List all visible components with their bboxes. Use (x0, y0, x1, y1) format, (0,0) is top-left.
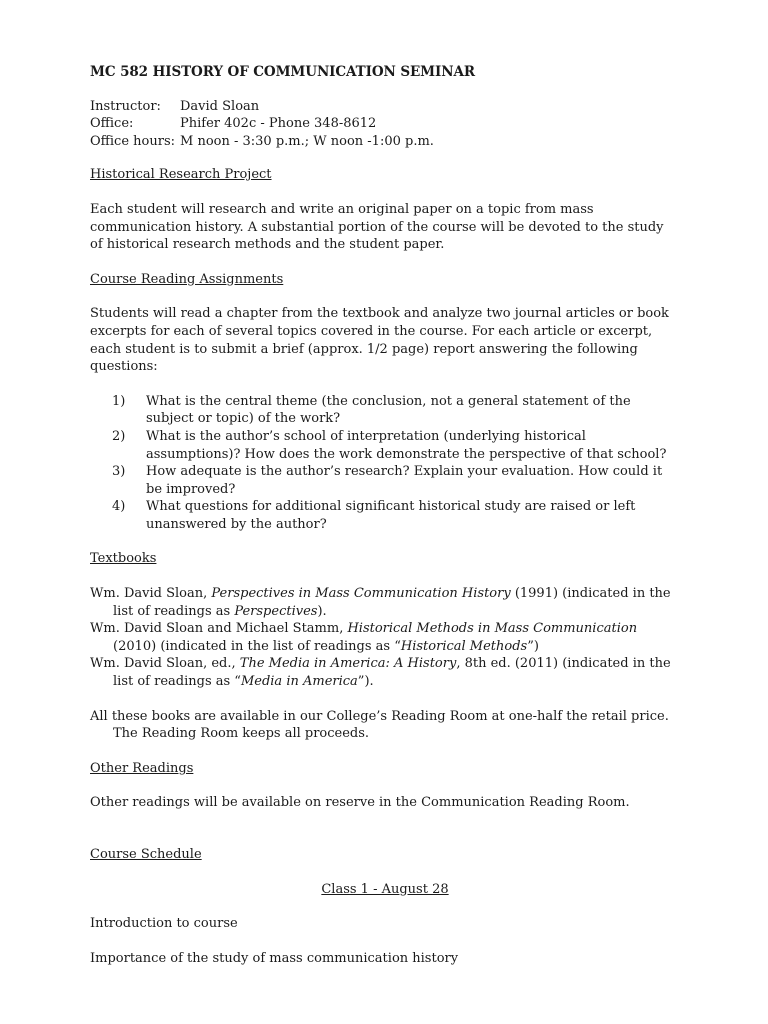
instructor-info (90, 98, 680, 151)
course-title: MC 582 HISTORY OF COMMUNICATION SEMINAR (90, 64, 475, 80)
info-label: Instructor: (90, 98, 161, 114)
reference-entry (90, 585, 680, 620)
info-value: M noon - 3:30 p.m.; W noon -1:00 p.m. (180, 133, 434, 149)
info-row-office-hours (90, 133, 680, 151)
info-row-instructor (90, 98, 680, 116)
schedule-item: Importance of the study of mass communication history (90, 950, 459, 966)
reading-room-note: All these books are available in our College’s Reading Room at one-half the retail price. The Reading Room keeps all proceeds. (90, 708, 669, 742)
list-item (90, 498, 680, 533)
section-heading-schedule: Course Schedule (90, 847, 202, 862)
reference-entry (90, 620, 680, 655)
ref-short-title: Media in America (240, 674, 358, 690)
ref-author: Wm. David Sloan and Michael Stamm, (90, 621, 348, 637)
ref-book-title: Historical Methods in Mass Communication (347, 621, 638, 637)
section-heading-project: Historical Research Project (90, 167, 272, 183)
ref-short-title: Historical Methods (400, 638, 528, 654)
info-label: Office: (90, 116, 134, 132)
list-text: What is the author’s school of interpretation (underlying historical assumptions)? How does the work demonstrate the perspective of that school? (146, 428, 667, 462)
section-heading-other: Other Readings (90, 760, 194, 776)
reference-entry (90, 655, 680, 690)
list-number: 2) (112, 428, 126, 444)
list-item (90, 393, 680, 428)
ref-detail: (1991) (indicated in the list of readings as (113, 586, 671, 619)
list-number: 4) (112, 499, 126, 515)
ref-book-title: The Media in America: A History (239, 656, 457, 672)
ref-author: Wm. David Sloan, (90, 586, 212, 602)
info-row-office (90, 115, 680, 133)
list-text: How adequate is the author’s research? Explain your evaluation. How could it be improved? (146, 464, 663, 497)
project-paragraph: Each student will research and write an original paper on a topic from mass communication history. A substantial portion of the course will be devoted to the study of historical research methods and the student paper. (90, 201, 664, 253)
ref-author: Wm. David Sloan, ed., (90, 656, 240, 672)
info-value: David Sloan (180, 98, 260, 114)
other-readings-paragraph: Other readings will be available on reserve in the Communication Reading Room. (90, 795, 630, 811)
ref-book-title: Perspectives in Mass Communication History (211, 586, 511, 602)
ref-short-title: Perspectives (234, 603, 318, 619)
list-text: What questions for additional significant historical study are raised or left unanswered by the author? (146, 499, 636, 532)
ref-end: ). (317, 603, 327, 619)
section-heading-readings: Course Reading Assignments (90, 271, 284, 287)
section-heading-textbooks: Textbooks (90, 551, 157, 567)
list-number: 3) (112, 464, 126, 480)
ref-end: ”). (357, 674, 374, 690)
schedule-item: Introduction to course (90, 916, 238, 932)
questions-list (90, 393, 680, 534)
info-value: Phifer 402c - Phone 348-8612 (180, 116, 377, 132)
list-number: 1) (112, 393, 126, 409)
list-text: What is the central theme (the conclusion, not a general statement of the subject or topic) of the work? (146, 393, 631, 427)
list-item (90, 428, 680, 463)
list-item (90, 463, 680, 498)
class-heading: Class 1 - August 28 (321, 881, 449, 897)
document-page (90, 64, 680, 984)
ref-detail: , 8th ed. (2011) (indicated in the list of readings as “ (113, 656, 671, 690)
info-label: Office hours: (90, 133, 175, 149)
readings-intro: Students will read a chapter from the textbook and analyze two journal articles or book excerpts for each of several topics covered in the course. For each article or excerpt, each student is to submit a brief (approx. 1/2 page) report answering the following questions: (90, 306, 669, 375)
ref-detail: (2010) (indicated in the list of readings as “ (113, 638, 401, 654)
textbook-references (90, 585, 680, 691)
ref-end: ”) (527, 638, 539, 654)
